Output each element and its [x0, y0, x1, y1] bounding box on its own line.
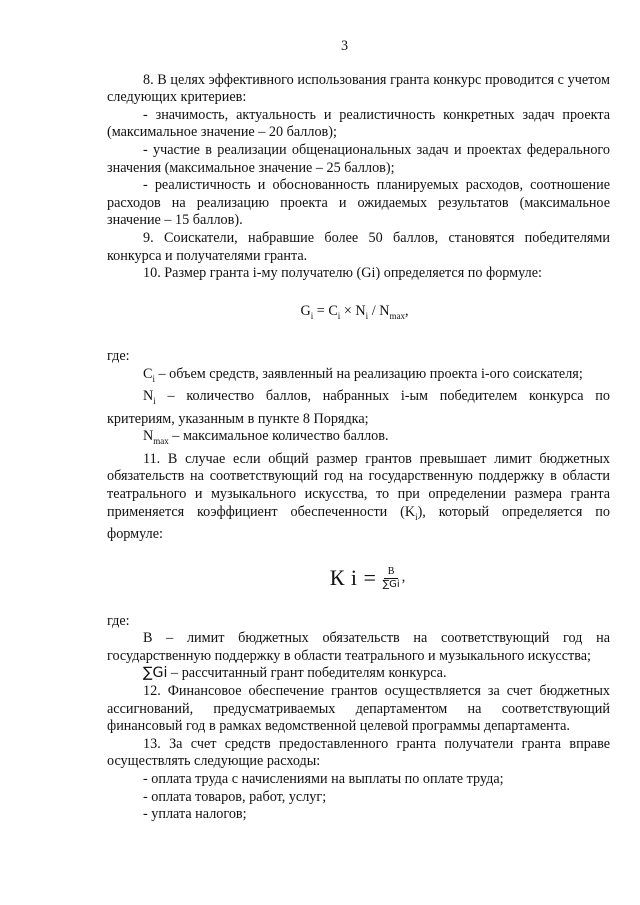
definition-sum-gi: ∑Gi – рассчитанный грант победителям конкурса. [143, 665, 447, 682]
definition-ci: $C_i$ – объем средств, заявленный на реализацию проекта i-ого соискателя; [143, 365, 583, 384]
expense-item: - оплата труда с начислениями на выплаты по оплате труда; [143, 770, 504, 787]
paragraph-13-intro: 13. За счет средств предоставленного гранта получатели гранта вправе осуществлять следующие расходы: [107, 735, 610, 770]
definition-nmax: $N_{max}$ – максимальное количество баллов. [143, 428, 389, 447]
grant-size-formula: $G_i = C_i \times N_i / N_{max}$, [300, 302, 409, 321]
definition-ni: $N_i$ – количество баллов, набранных i-ым победителем конкурса по критериям, указанным в пункте 8 Порядка; [107, 388, 610, 427]
formula-denominator: ∑Gi [382, 578, 400, 590]
paragraph-8-criterion-3: - реалистичность и обоснованность планируемых расходов, соотношение расходов на реализацию проекта и ожидаемых результатов (максимальное значение – 15 баллов). [107, 177, 610, 229]
expense-item: - оплата товаров, работ, услуг; [143, 788, 327, 805]
paragraph-8-criterion-1: - значимость, актуальность и реалистичность конкретных задач проекта (максимальное значение – 20 баллов); [107, 106, 610, 141]
page-number: 3 [340, 38, 349, 54]
formula-numerator: B [384, 566, 399, 579]
formula-lhs: К i = [329, 565, 377, 591]
where-label-2: где: [107, 612, 130, 629]
formula-fraction [380, 566, 401, 591]
paragraph-8-criterion-2: - участие в реализации общенациональных задач и проектах федерального значения (максимальное значение – 25 баллов); [107, 141, 610, 176]
expense-item: - уплата налогов; [143, 806, 247, 823]
definition-b: В – лимит бюджетных обязательств на соответствующий год на государственную поддержку в области театрального и музыкального искусства; [107, 630, 610, 664]
paragraph-12: 12. Финансовое обеспечение грантов осуществляется за счет бюджетных ассигнований, предусматриваемых департаментом на соответствующий финансовый год в рамках ведомственной целевой программы департамента. [107, 682, 610, 735]
paragraph-10: 10. Размер гранта i-му получателю (Gi) определяется по формуле: [143, 265, 542, 282]
paragraph-8-intro: 8. В целях эффективного использования гранта конкурс проводится с учетом следующих критериев: [107, 71, 610, 106]
paragraph-9: 9. Соискатели, набравшие более 50 баллов, становятся победителями конкурса и получателями гранта. [107, 229, 610, 264]
where-label-1: где: [107, 348, 130, 365]
coefficient-formula: К i = $\frac{B}{\sum Gi}$ , [329, 565, 406, 591]
paragraph-11: 11. В случае если общий размер грантов превышает лимит бюджетных обязательств на соответствующий год на государственную поддержку в области театрального и музыкального искусства, то при определении размера гранта применяется коэффициент обеспеченности $(K_i)$, который определяется по формуле: [107, 450, 610, 542]
